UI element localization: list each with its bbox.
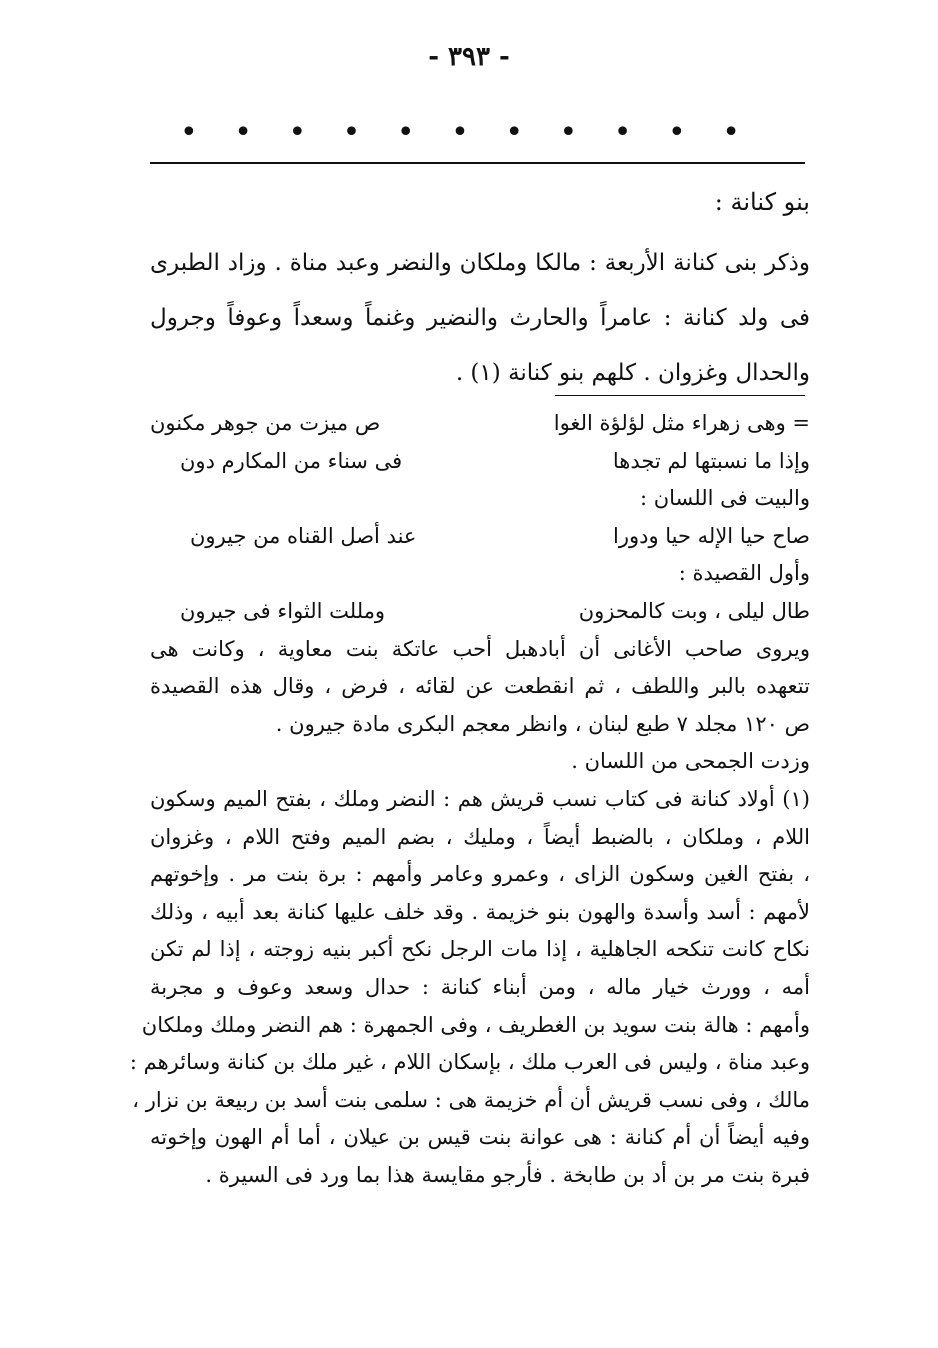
note-line: تتعهده بالبر واللطف ، ثم انقطعت عن لقائه ، فرض ، وقال هذه القصيدة xyxy=(150,674,810,699)
dot: • xyxy=(342,115,361,150)
footnote-line: اللام ، وملكان ، بالضبط أيضاً ، ومليك ، بضم الميم وفتح اللام ، وغزوان xyxy=(150,824,810,849)
footnote-line: فبرة بنت مر بن أد بن طابخة . فأرجو مقايسة هذا بما ورد فى السيرة . xyxy=(205,1162,810,1187)
dot: • xyxy=(667,115,686,150)
footnote-divider xyxy=(555,395,805,396)
dot: • xyxy=(613,115,632,150)
ornament-dots xyxy=(180,115,740,150)
footnote-line: ، بفتح الغين وسكون الزاى ، وعمرو وعامر وأمهم : برة بنت مر . وإخوتهم xyxy=(150,862,810,887)
note-line: ص ١٢٠ مجلد ٧ طبع لبنان ، وانظر معجم البكرى مادة جيرون . xyxy=(275,711,810,736)
verse-line xyxy=(150,518,810,556)
dot: • xyxy=(505,115,524,150)
main-paragraph: وذكر بنى كنانة الأربعة : مالكا وملكان والنضر وعبد مناة . وزاد الطبرى فى ولد كنانة : عامراً والحارث والنضير وغنماً وسعداً وعوفاً وجرول والحدال وغزوان . كلهم بنو كنانة (١) . xyxy=(150,250,810,386)
note-line: ويروى صاحب الأغانى أن أبادهبل أحب عاتكة بنت معاوية ، وكانت هى xyxy=(150,636,810,661)
note-line: وأول القصيدة : xyxy=(678,561,810,586)
dot: • xyxy=(288,115,307,150)
footnote-line: (١) أولاد كنانة فى كتاب نسب قريش هم : النضر وملك ، بفتح الميم وسكون xyxy=(150,786,810,811)
dot: • xyxy=(396,115,415,150)
footnote-line: مالك ، وفى نسب قريش أن أم خزيمة هى : سلمى بنت أسد بن ربيعة بن نزار ، xyxy=(132,1087,810,1112)
footnote-line: وعبد مناة ، وليس فى العرب ملك ، بإسكان اللام ، غير ملك بن كنانة وسائرهم : xyxy=(129,1050,810,1075)
footnote-line: وفيه أيضاً أن أم كنانة : هى عوانة بنت قيس بن عيلان ، أما أم الهون وإخوته xyxy=(150,1125,810,1150)
dot: • xyxy=(451,115,469,150)
verse-hemistich-first: = وهى زهراء مثل لؤلؤة الغوا xyxy=(553,411,810,435)
verse-hemistich-second: فى سناء من المكارم دون xyxy=(180,448,403,473)
verse-hemistich-first: وإذا ما نسبتها لم تجدها xyxy=(612,448,810,473)
footnote-line: أمه ، وورث خيار ماله ، ومن أبناء كنانة : حدال وسعد وعوف و مجربة xyxy=(150,974,810,999)
verse-line xyxy=(150,443,810,481)
footnote-line: وأمهم : هالة بنت سويد بن الغطريف ، وفى الجمهرة : هم النضر وملك وملكان xyxy=(141,1012,810,1037)
verse-hemistich-first: صاح حيا الإله حيا ودورا xyxy=(613,523,810,548)
verse-hemistich-second: ص ميزت من جوهر مكنون xyxy=(150,411,381,435)
top-divider xyxy=(150,162,805,164)
note-line: والبيت فى اللسان : xyxy=(639,486,810,511)
page-number: - ٣٩٣ - xyxy=(428,42,510,72)
dot: • xyxy=(234,115,252,150)
dot: • xyxy=(180,115,198,150)
section-heading: بنو كنانة : xyxy=(714,188,810,216)
verse-line xyxy=(150,593,810,631)
dot: • xyxy=(559,115,578,150)
verse-hemistich-first: طال ليلى ، وبت كالمحزون xyxy=(578,598,810,623)
verse-hemistich-second: عند أصل القناه من جيرون xyxy=(190,523,417,548)
verse-line xyxy=(150,405,810,443)
footnote-line: نكاح كانت تنكحه الجاهلية ، إذا مات الرجل نكح أكبر بنيه زوجته ، إذا لم تكن xyxy=(150,937,810,962)
note-line: وزدت الجمحى من اللسان . xyxy=(571,749,810,774)
footnote-line: لأمهم : أسد وأسدة والهون بنو خزيمة . وقد خلف عليها كنانة بعد أبيه ، وذلك xyxy=(150,899,810,924)
footnotes xyxy=(129,405,810,1194)
dot: • xyxy=(722,115,740,150)
verse-hemistich-second: ومللت الثواء فى جيرون xyxy=(180,598,386,623)
